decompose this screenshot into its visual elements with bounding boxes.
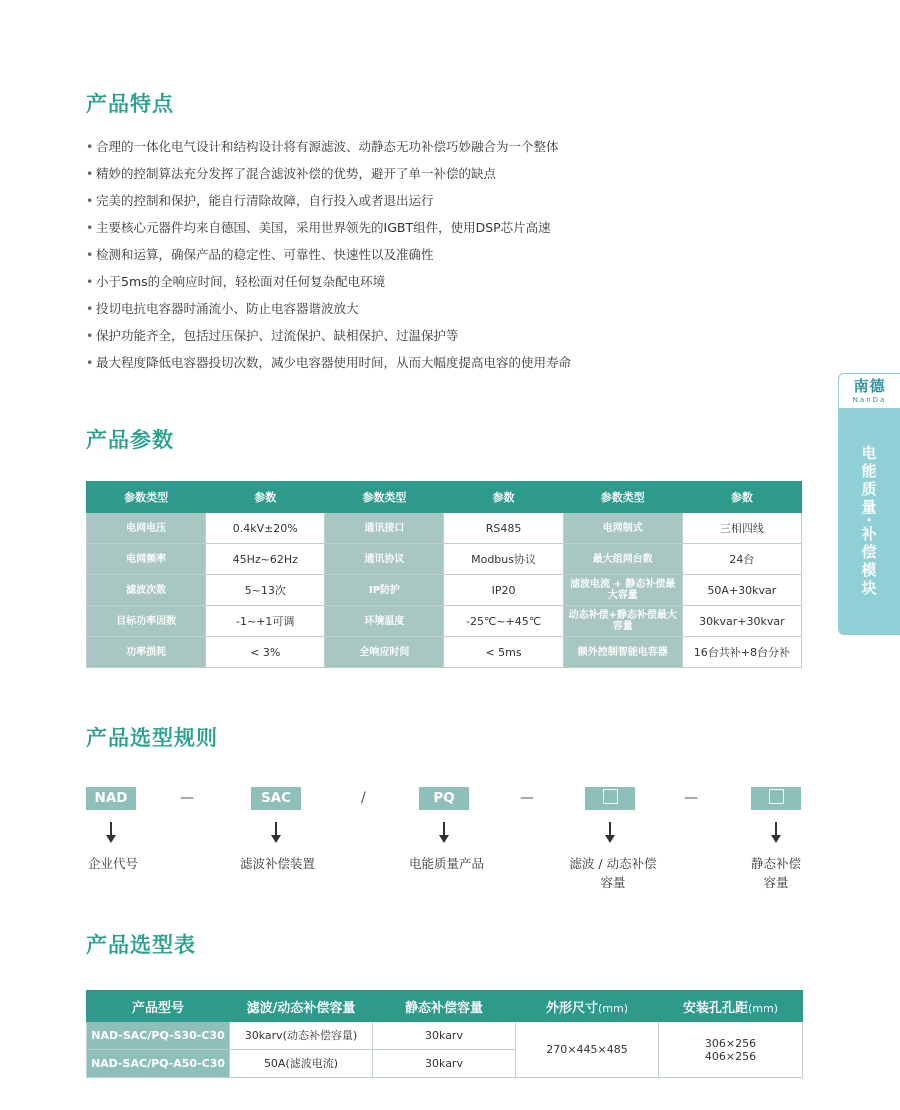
selection-header-row — [87, 991, 803, 1022]
param-label: 滤波次数 — [87, 575, 206, 606]
param-label: 额外控制智能电容器 — [563, 637, 682, 668]
param-label: 通讯接口 — [325, 513, 444, 544]
brand-name-en: NanDa — [852, 396, 887, 404]
param-label: IP防护 — [325, 575, 444, 606]
params-header: 参数类型 — [325, 482, 444, 513]
separator: — — [684, 790, 698, 806]
code-label-company: 企业代号 — [88, 856, 139, 871]
param-label: 电网频率 — [87, 544, 206, 575]
filter-capacity-cell: 30karv(动态补偿容量) — [230, 1022, 373, 1050]
features-title: 产品特点 — [86, 92, 174, 116]
side-category-tab — [838, 409, 900, 635]
param-label: 目标功率因数 — [87, 606, 206, 637]
param-value: Modbus协议 — [444, 544, 563, 575]
code-box-pq: PQ — [419, 787, 469, 810]
unit-text: (mm) — [598, 1001, 629, 1015]
filter-capacity-cell: 50A(滤波电流) — [230, 1050, 373, 1078]
code-label-line: 滤波 / 动态补偿 — [569, 856, 657, 871]
param-label: 电网电压 — [87, 513, 206, 544]
arrow-down-icon — [771, 822, 781, 844]
blank-square-icon — [603, 789, 618, 804]
code-box-company: NAD — [86, 787, 136, 810]
code-label-dynamic — [568, 854, 658, 892]
code-label-line: 静态补偿 — [750, 856, 801, 871]
param-value: RS485 — [444, 513, 563, 544]
code-label-static — [744, 854, 808, 892]
selection-header: 静态补偿容量 — [373, 991, 516, 1022]
table-row — [87, 513, 802, 544]
param-label: 全响应时间 — [325, 637, 444, 668]
param-value: -1~+1可调 — [206, 606, 325, 637]
static-capacity-cell: 30karv — [373, 1022, 516, 1050]
table-row — [87, 575, 802, 606]
table-row — [87, 544, 802, 575]
blank-square-icon — [769, 789, 784, 804]
hole-spacing-cell — [659, 1022, 803, 1078]
feature-item: • 小于5ms的全响应时间，轻松面对任何复杂配电环境 — [86, 272, 571, 299]
params-header: 参数类型 — [87, 482, 206, 513]
feature-item: • 完美的控制和保护，能自行清除故障，自行投入或者退出运行 — [86, 191, 571, 218]
param-value: 5~13次 — [206, 575, 325, 606]
params-table — [86, 481, 802, 668]
param-label: 动态补偿+静态补偿最大容量 — [563, 606, 682, 637]
arrow-down-icon — [605, 822, 615, 844]
hole-spacing-line: 406×256 — [704, 1049, 757, 1063]
params-header: 参数 — [206, 482, 325, 513]
param-value: 0.4kV±20% — [206, 513, 325, 544]
dimensions-cell: 270×445×485 — [516, 1022, 659, 1078]
param-value: 50A+30kvar — [682, 575, 801, 606]
params-header: 参数类型 — [563, 482, 682, 513]
param-value: -25℃~+45℃ — [444, 606, 563, 637]
separator: / — [361, 790, 366, 806]
rules-title: 产品选型规则 — [86, 726, 218, 750]
feature-item: • 主要核心元器件均来自德国、美国，采用世界领先的IGBT组件，使用DSP芯片高速 — [86, 218, 571, 245]
param-label: 最大组网台数 — [563, 544, 682, 575]
table-row — [87, 1022, 803, 1050]
param-label: 电网制式 — [563, 513, 682, 544]
feature-item: • 最大程度降低电容器投切次数，减少电容器使用时间，从而大幅度提高电容的使用寿命 — [86, 353, 571, 380]
param-value: 45Hz~62Hz — [206, 544, 325, 575]
side-category-label: 电能质量·补偿模块 — [859, 445, 878, 598]
model-cell: NAD-SAC/PQ-S30-C30 — [87, 1022, 230, 1050]
params-header: 参数 — [444, 482, 563, 513]
hole-spacing-line: 306×256 — [704, 1036, 757, 1050]
arrow-down-icon — [106, 822, 116, 844]
header-text: 安装孔孔距 — [682, 1000, 748, 1016]
params-header: 参数 — [682, 482, 801, 513]
code-box-dynamic — [585, 787, 635, 810]
param-label: 通讯协议 — [325, 544, 444, 575]
brand-name-cn: 南德 — [853, 377, 886, 395]
code-label-line: 容量 — [763, 875, 789, 890]
selection-table — [86, 990, 803, 1078]
table-row — [87, 637, 802, 668]
param-value: IP20 — [444, 575, 563, 606]
selection-header — [659, 991, 803, 1022]
params-title: 产品参数 — [86, 428, 174, 452]
brand-logo — [838, 373, 900, 409]
static-capacity-cell: 30karv — [373, 1050, 516, 1078]
code-box-filter: SAC — [251, 787, 301, 810]
header-text: 外形尺寸 — [545, 1000, 598, 1016]
model-cell: NAD-SAC/PQ-A50-C30 — [87, 1050, 230, 1078]
selection-header — [516, 991, 659, 1022]
param-value: 30kvar+30kvar — [682, 606, 801, 637]
selection-header: 滤波/动态补偿容量 — [230, 991, 373, 1022]
params-header-row — [87, 482, 802, 513]
arrow-down-icon — [271, 822, 281, 844]
code-box-static — [751, 787, 801, 810]
feature-item: • 精妙的控制算法充分发挥了混合滤波补偿的优势，避开了单一补偿的缺点 — [86, 164, 571, 191]
code-label-pq: 电能质量产品 — [409, 856, 485, 871]
param-label: 滤波电流 + 静态补偿最大容量 — [563, 575, 682, 606]
feature-item: • 检测和运算，确保产品的稳定性、可靠性、快速性以及准确性 — [86, 245, 571, 272]
arrow-down-icon — [439, 822, 449, 844]
param-value: 16台共补+8台分补 — [682, 637, 801, 668]
code-label-filter: 滤波补偿装置 — [240, 856, 316, 871]
table-row — [87, 606, 802, 637]
separator: — — [180, 790, 194, 806]
param-value: < 5ms — [444, 637, 563, 668]
feature-item: • 合理的一体化电气设计和结构设计将有源滤波、动静态无功补偿巧妙融合为一个整体 — [86, 137, 571, 164]
separator: — — [520, 790, 534, 806]
selection-title: 产品选型表 — [86, 933, 196, 957]
feature-item: • 投切电抗电容器时涌流小、防止电容器谐波放大 — [86, 299, 571, 326]
selection-header: 产品型号 — [87, 991, 230, 1022]
feature-item: • 保护功能齐全，包括过压保护、过流保护、缺相保护、过温保护等 — [86, 326, 571, 353]
features-list — [86, 137, 571, 380]
unit-text: (mm) — [748, 1001, 779, 1015]
param-label: 功率损耗 — [87, 637, 206, 668]
param-value: 三相四线 — [682, 513, 801, 544]
param-label: 环境温度 — [325, 606, 444, 637]
param-value: 24台 — [682, 544, 801, 575]
param-value: < 3% — [206, 637, 325, 668]
code-label-line: 容量 — [600, 875, 626, 890]
